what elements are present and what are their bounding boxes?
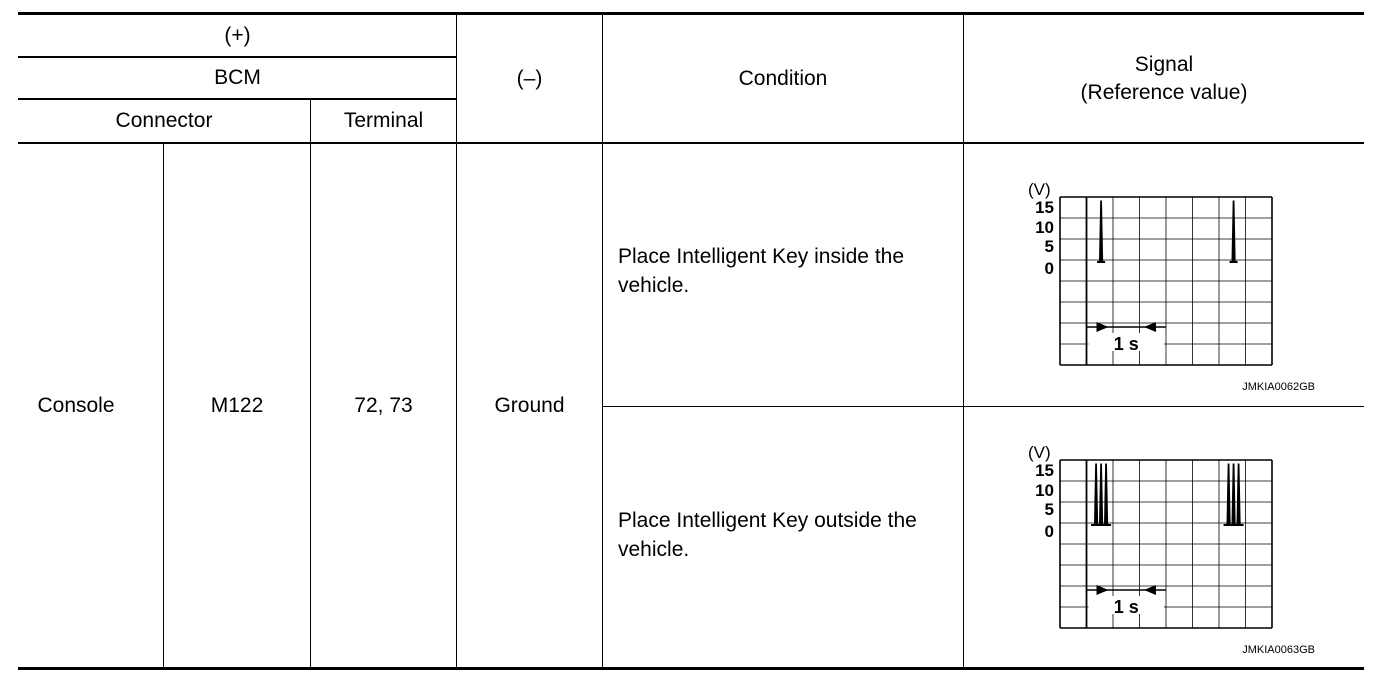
voltage-tick-label: 5 (1044, 500, 1054, 519)
voltage-tick-label: 10 (1035, 481, 1054, 500)
voltage-tick-label: 15 (1035, 461, 1054, 480)
voltage-tick-label: 0 (1044, 522, 1054, 541)
signal-inside (1023, 182, 1323, 412)
signal-pulse (1232, 201, 1235, 262)
signal-pulse (1094, 464, 1097, 525)
terminal-cell: 72, 73 (354, 393, 413, 417)
header-signal-line2: (Reference value) (1080, 80, 1248, 104)
voltage-unit-label: (V) (1028, 182, 1051, 199)
condition-outside-text: Place Intelligent Key outside the vehicle. (618, 509, 917, 561)
condition-inside-text: Place Intelligent Key inside the vehicle. (618, 245, 905, 297)
signal-waveform-chart (1023, 182, 1323, 412)
voltage-tick-label: 15 (1035, 198, 1054, 217)
signal-pulse (1104, 464, 1107, 525)
signal-waveform-chart (1023, 445, 1323, 675)
terminal-reference-table (18, 12, 1364, 670)
signal-outside (1023, 445, 1323, 675)
signal-pulse (1232, 464, 1235, 525)
header-condition: Condition (738, 66, 828, 90)
header-bcm: BCM (214, 66, 261, 89)
figure-code: JMKIA0063GB (1242, 644, 1315, 656)
time-arrow-right-icon (1097, 322, 1109, 332)
voltage-unit-label: (V) (1028, 445, 1051, 462)
time-scale-label: 1 s (1113, 597, 1139, 617)
voltage-tick-label: 10 (1035, 218, 1054, 237)
figure-code: JMKIA0062GB (1242, 381, 1315, 393)
ground-cell: Ground (494, 393, 565, 417)
signal-pulse (1099, 464, 1102, 525)
time-arrow-left-icon (1144, 585, 1156, 595)
voltage-tick-label: 0 (1044, 259, 1054, 278)
header-signal (964, 15, 1364, 142)
signal-pulse (1227, 464, 1230, 525)
header-plus: (+) (224, 23, 251, 47)
time-arrow-right-icon (1097, 585, 1109, 595)
header-signal-line1: Signal (1134, 52, 1194, 76)
signal-pulse (1237, 464, 1240, 525)
header-connector: Connector (115, 109, 213, 132)
connector-cell: M122 (210, 393, 264, 417)
time-scale-label: 1 s (1113, 334, 1139, 354)
signal-pulse (1099, 201, 1102, 262)
location-cell: Console (37, 393, 115, 417)
header-terminal: Terminal (343, 109, 424, 132)
header-minus: (–) (516, 66, 543, 90)
voltage-tick-label: 5 (1044, 237, 1054, 256)
time-arrow-left-icon (1144, 322, 1156, 332)
